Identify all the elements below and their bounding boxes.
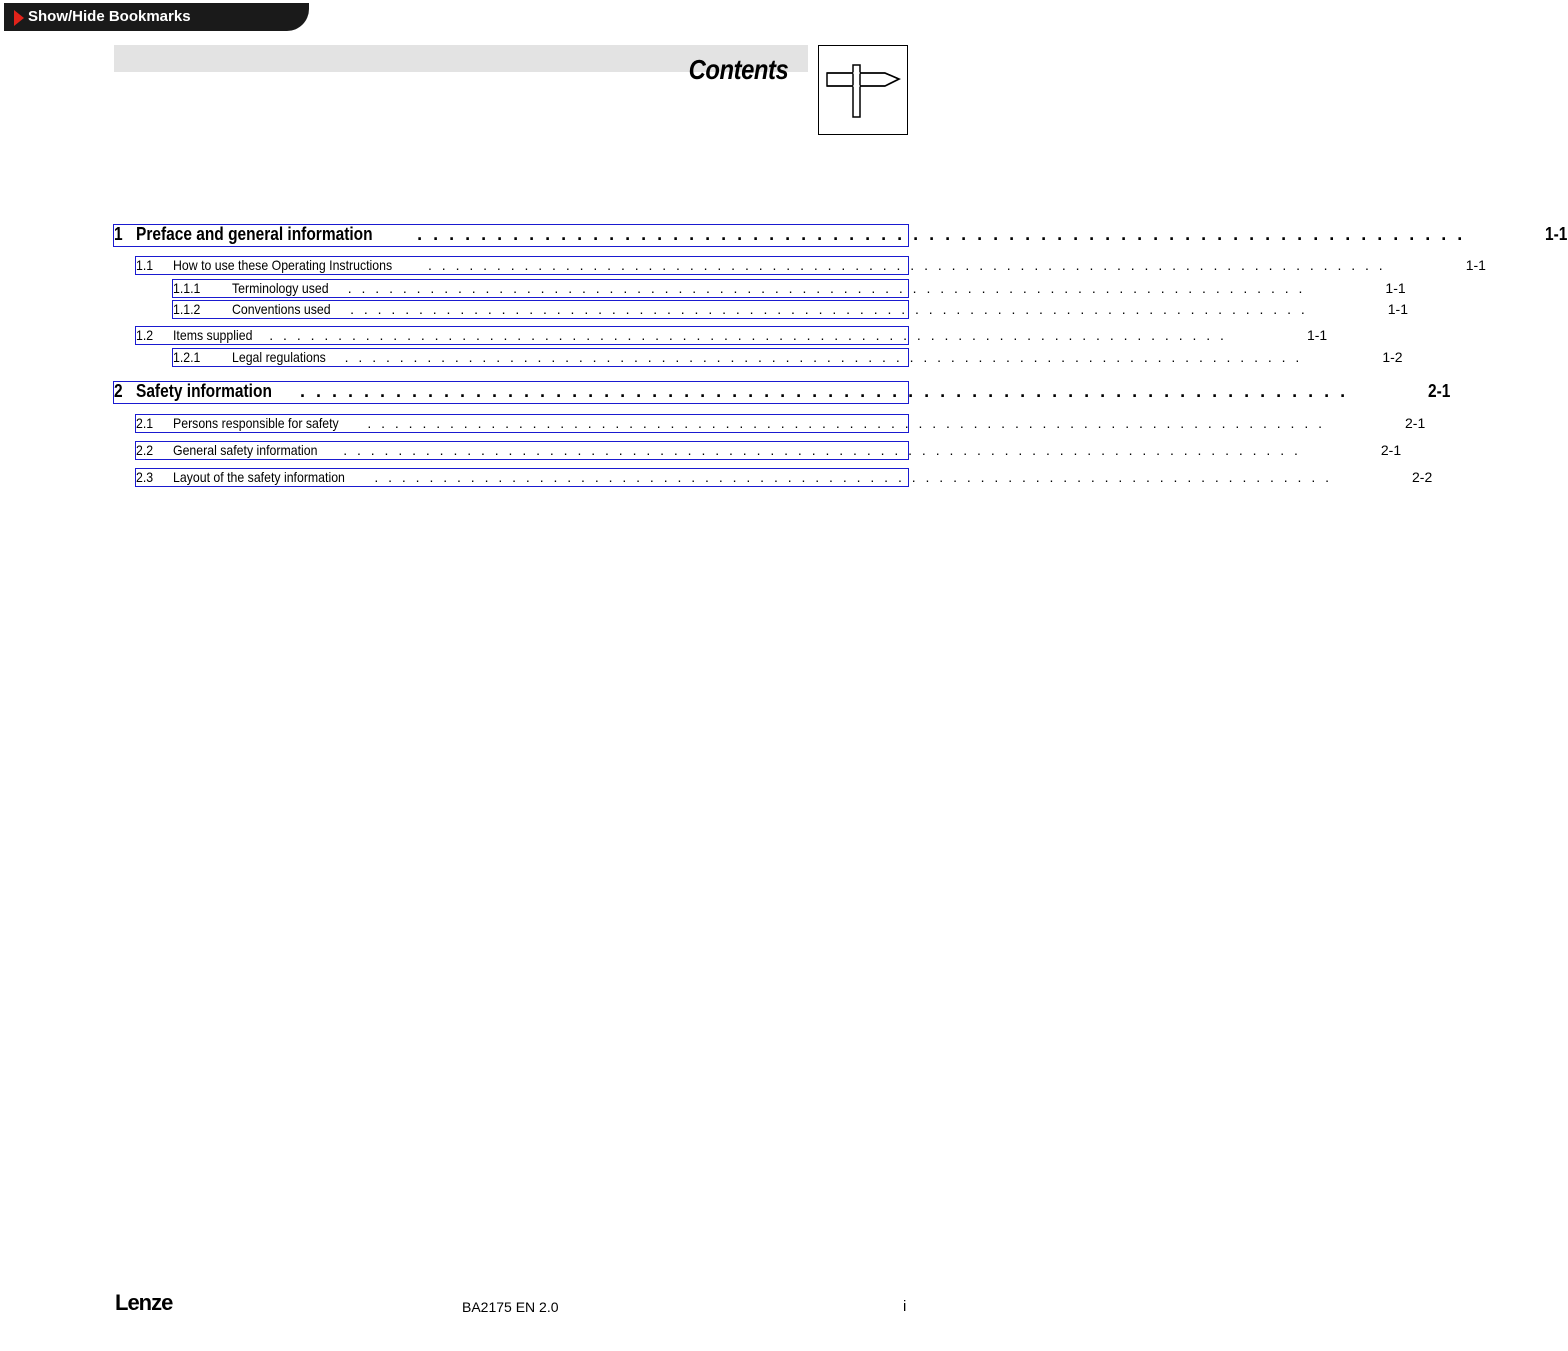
toc-entry[interactable] xyxy=(135,414,1426,433)
toc-number: 1.2 xyxy=(136,327,154,343)
toc-leader: . . . . . . . . . . . . . . . . . . . . . . . . . . . . . . . . . . . . . . . . . . . . . . . . . . . . . . . . . . . . . . . . . . . . . . xyxy=(367,415,1325,431)
toc-entry[interactable] xyxy=(172,348,1403,367)
toc-number: 1.1 xyxy=(136,257,154,273)
toc-title: Safety information xyxy=(136,381,272,401)
lenze-logo: Lenze xyxy=(115,1290,173,1315)
toc-page: 1-1 xyxy=(1545,224,1568,244)
toc-title: Legal regulations xyxy=(232,349,326,365)
toc-page: 1-2 xyxy=(1382,349,1403,365)
page-number: i xyxy=(903,1298,907,1315)
toc-page: 1-1 xyxy=(1306,327,1328,343)
toc-number: 1.1.1 xyxy=(173,280,201,296)
toc-number: 1.2.1 xyxy=(173,349,201,365)
toc-entry[interactable] xyxy=(135,441,1402,460)
toc-leader: . . . . . . . . . . . . . . . . . . . . . . . . . . . . . . . . . . . . . . . . . . . . . . . . . . . . . . . . . . . . . . . . . . xyxy=(417,224,1466,244)
show-hide-bookmarks-button[interactable] xyxy=(4,3,309,31)
toc-title: How to use these Operating Instructions xyxy=(173,257,393,273)
toc-number: 2.1 xyxy=(136,415,154,431)
toc-number: 2 xyxy=(114,381,123,401)
toc-leader: . . . . . . . . . . . . . . . . . . . . . . . . . . . . . . . . . . . . . . . . . . . . . . . . . . . . . . . . . . . . . . . . . . . . . . xyxy=(428,257,1386,273)
toc-title: Items supplied xyxy=(173,327,253,343)
toc-page: 1-1 xyxy=(1387,301,1408,317)
toc-page: 2-2 xyxy=(1412,469,1433,485)
triangle-right-icon xyxy=(14,10,24,26)
toc-title: Preface and general information xyxy=(136,224,373,244)
toc-title: Persons responsible for safety xyxy=(173,415,339,431)
toc-leader: . . . . . . . . . . . . . . . . . . . . . . . . . . . . . . . . . . . . . . . . . . . . . . . . . . . . . . . . . . . . . . . . . . . . . . xyxy=(344,349,1303,365)
document-code: BA2175 EN 2.0 xyxy=(462,1299,559,1315)
toc-entry[interactable] xyxy=(172,279,1406,298)
toc-title: Terminology used xyxy=(232,280,329,296)
toc-entry[interactable] xyxy=(135,468,1433,487)
toc-page: 1-1 xyxy=(1385,280,1406,296)
page-title: Contents xyxy=(688,54,788,85)
toc-leader: . . . . . . . . . . . . . . . . . . . . . . . . . . . . . . . . . . . . . . . . . . . . . . . . . . . . . . . . . . . . . . . . . . xyxy=(300,381,1349,401)
toc-page: 2-1 xyxy=(1380,442,1402,458)
toc-title: General safety information xyxy=(173,442,318,458)
toc-page: 1-1 xyxy=(1465,257,1486,273)
toc-title: Conventions used xyxy=(232,301,331,317)
toc-number: 2.2 xyxy=(136,442,154,458)
toc-entry[interactable] xyxy=(172,300,1408,319)
bookmarks-label: Show/Hide Bookmarks xyxy=(28,8,191,25)
toc-entry[interactable] xyxy=(113,381,1451,404)
toc-title: Layout of the safety information xyxy=(173,469,345,485)
toc-leader: . . . . . . . . . . . . . . . . . . . . . . . . . . . . . . . . . . . . . . . . . . . . . . . . . . . . . . . . . . . . . . . . . . . . . . xyxy=(347,280,1306,296)
toc-number: 2.3 xyxy=(136,469,154,485)
toc-number: 1.1.2 xyxy=(173,301,201,317)
toc-entry[interactable] xyxy=(135,326,1328,345)
toc-page: 2-1 xyxy=(1405,415,1426,431)
toc-number: 1 xyxy=(114,224,123,244)
signpost-icon xyxy=(818,45,908,135)
toc-leader: . . . . . . . . . . . . . . . . . . . . . . . . . . . . . . . . . . . . . . . . . . . . . . . . . . . . . . . . . . . . . . . . . . . . . . xyxy=(374,469,1333,485)
toc-leader: . . . . . . . . . . . . . . . . . . . . . . . . . . . . . . . . . . . . . . . . . . . . . . . . . . . . . . . . . . . . . . . . . . . . . . xyxy=(343,442,1301,458)
toc-leader: . . . . . . . . . . . . . . . . . . . . . . . . . . . . . . . . . . . . . . . . . . . . . . . . . . . . . . . . . . . . . . . . . . . . . . xyxy=(350,301,1308,317)
toc-entry[interactable] xyxy=(135,256,1486,275)
toc-leader: . . . . . . . . . . . . . . . . . . . . . . . . . . . . . . . . . . . . . . . . . . . . . . . . . . . . . . . . . . . . . . . . . . . . . . xyxy=(269,327,1227,343)
toc-page: 2-1 xyxy=(1428,381,1451,401)
toc-entry[interactable] xyxy=(113,224,1568,247)
